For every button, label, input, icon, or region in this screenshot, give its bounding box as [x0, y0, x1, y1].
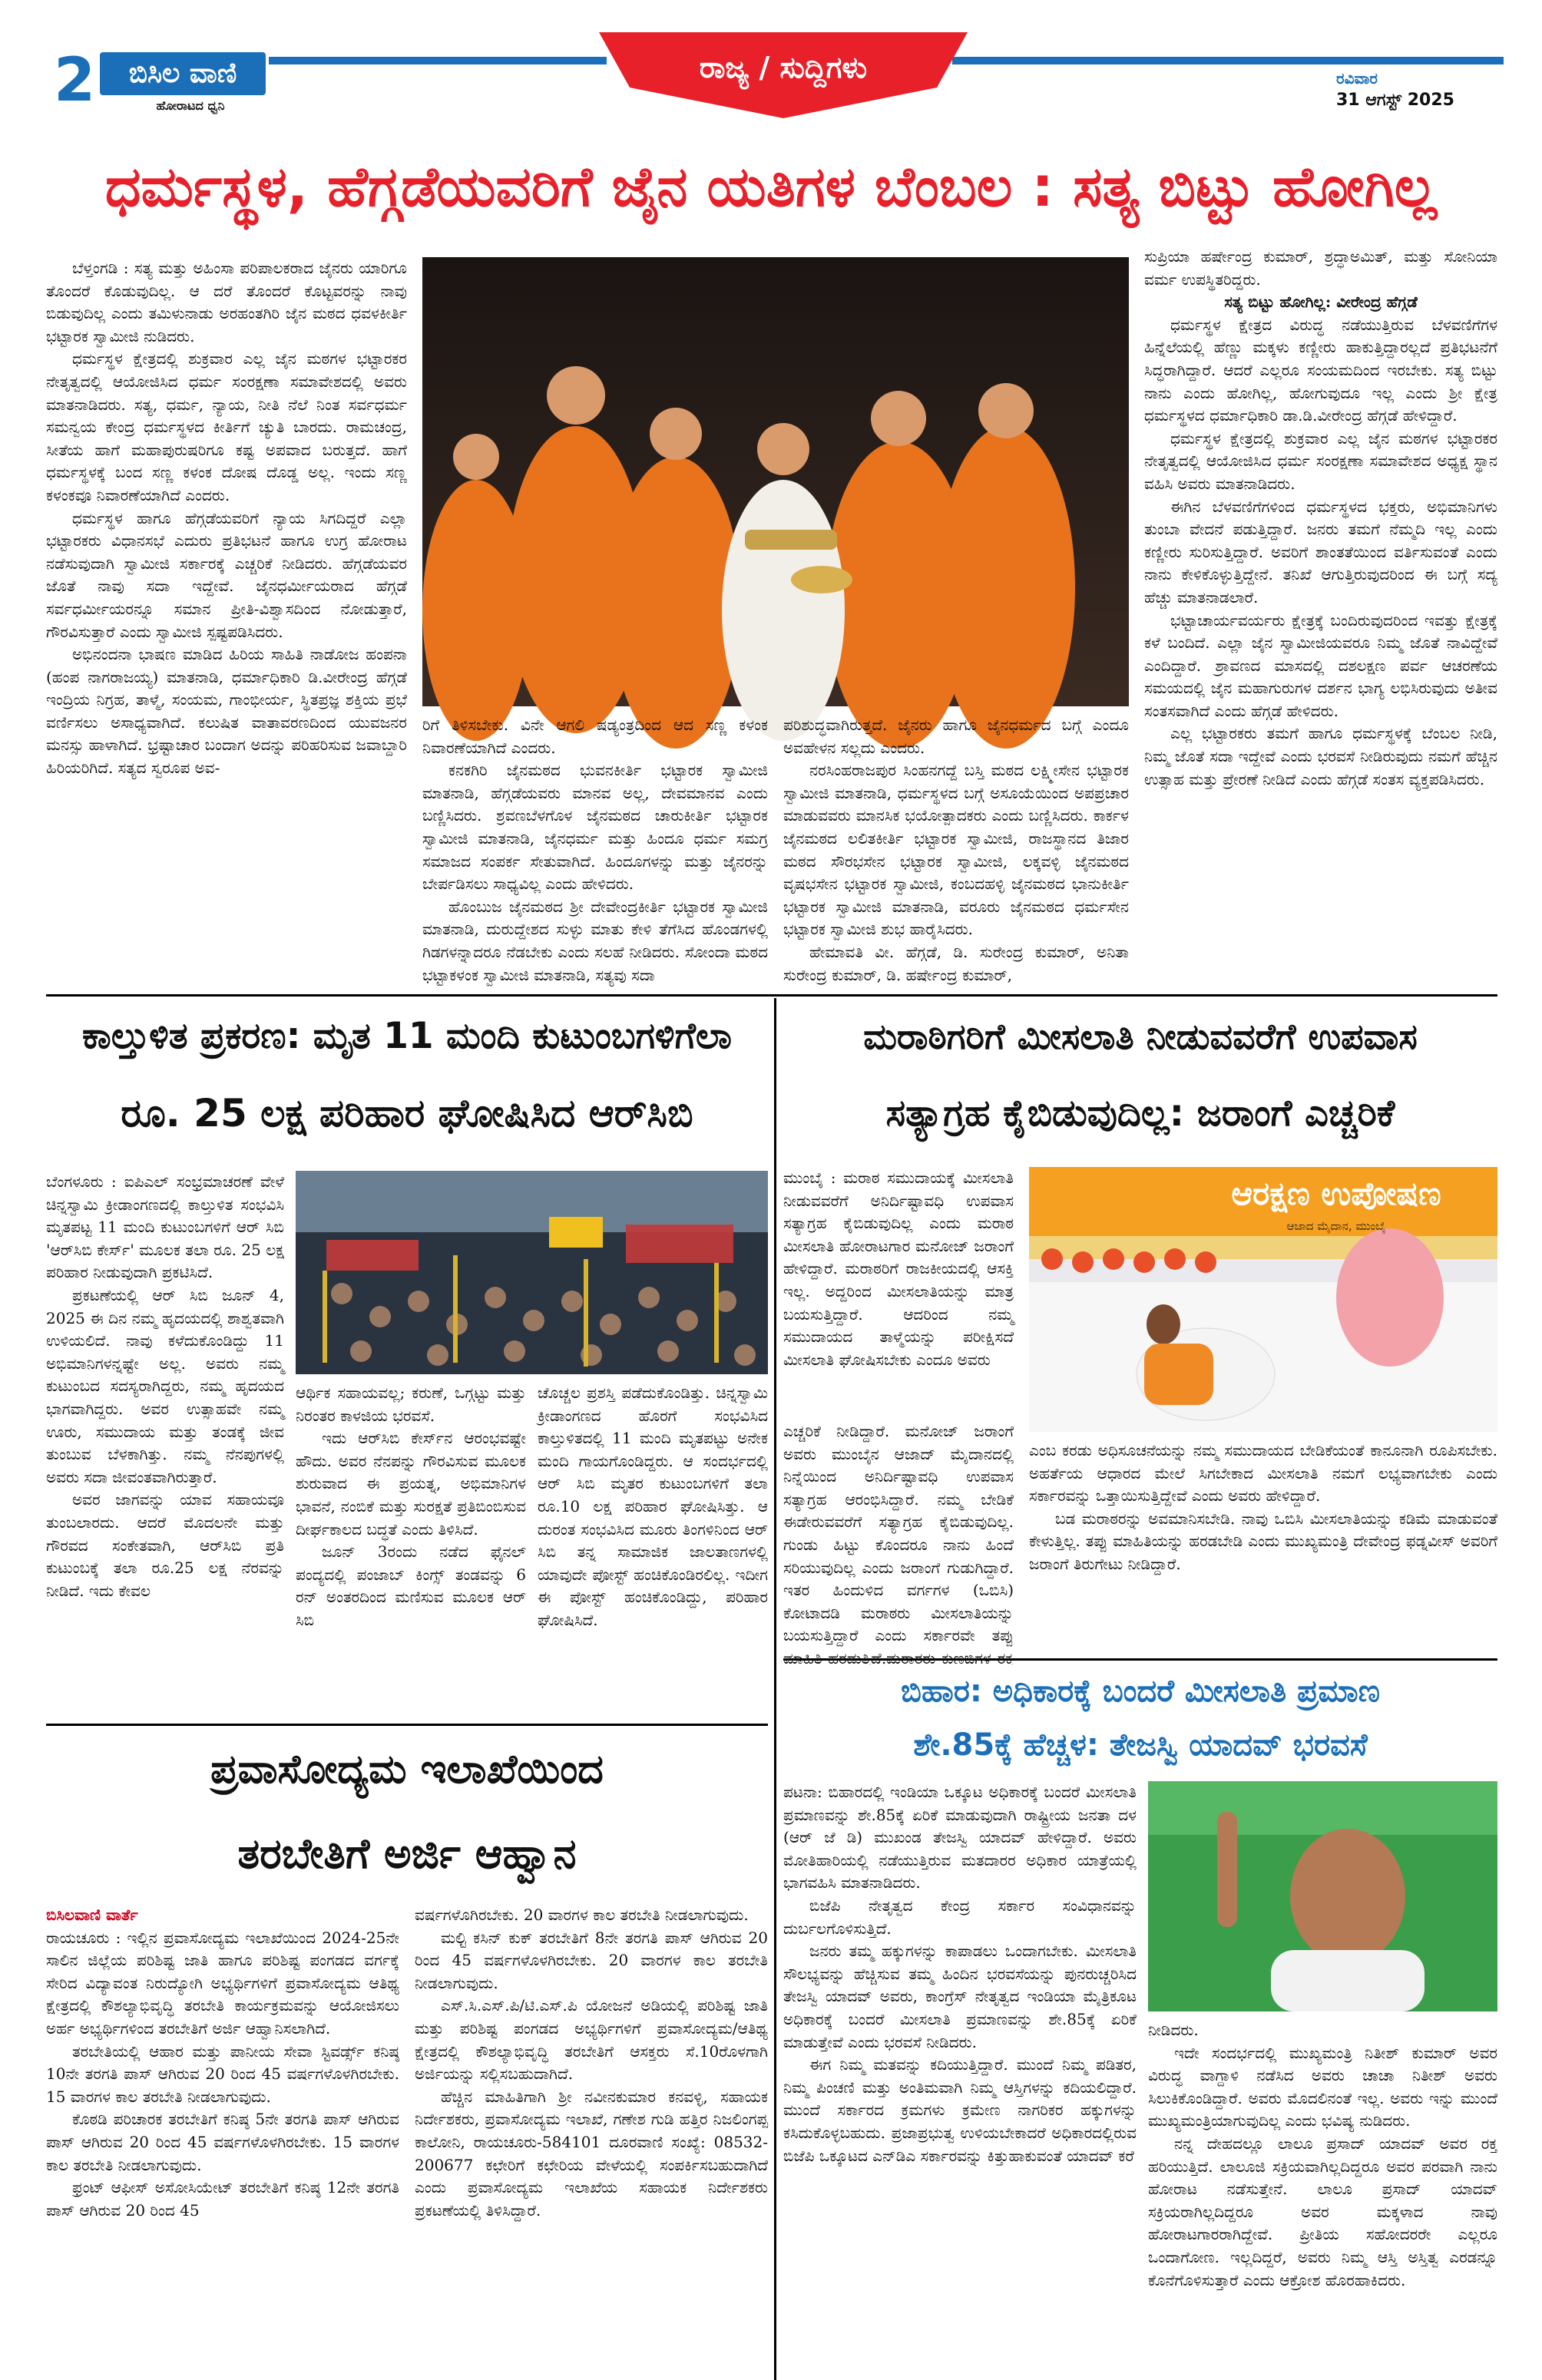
paragraph: ಧರ್ಮಸ್ಥಳ ಕ್ಷೇತ್ರದಲ್ಲಿ ಶುಕ್ರವಾರ ಎಲ್ಲ ಜೈನ ಮಠಗಳ ಭಟ್ಟಾರಕರ ನೇತೃತ್ವದಲ್ಲಿ ಆಯೋಜಿಸಿದ ಧರ್ಮ ಸಂರಕ್ಷಣಾ ಸಮಾವೇಶದ ಅಧ್ಯಕ್ಷ ಸ್ಥಾನ ವಹಿಸಿ ಅವರು ಮಾತನಾಡಿದರು. — [1144, 428, 1497, 493]
byline — [46, 1904, 399, 1927]
paragraph: ನರಸಿಂಹರಾಜಪುರ ಸಿಂಹನಗದ್ದೆ ಬಸ್ತಿ ಮಠದ ಲಕ್ಷ್ಮೀಸೇನ ಭಟ್ಟಾರಕ ಸ್ವಾಮೀಜಿ ಮಾತನಾಡಿ, ಧರ್ಮಸ್ಥಳದ ಬಗ್ಗೆ ಅಸೂಯೆಯಿಂದ ಅಪಪ್ರಚಾರ ಮಾಡುವವರು ಮಾನಸಿಕ ಭಯೋತ್ಪಾದಕರು ಎಂದು ಬಣ್ಣಿಸಿದರು. ಕಾರ್ಕಳ ಜೈನಮಠದ ಲಲಿತಕೀರ್ತಿ ಭಟ್ಟಾರಕ ಸ್ವಾಮೀಜಿ, ರಾಜಸ್ಥಾನದ ತಿಜಾರ ಮಠದ ಸೌರಭಸೇನ ಭಟ್ಟಾರಕ ಸ್ವಾಮೀಜಿ, ಲಕ್ಕವಳ್ಳಿ ಜೈನಮಠದ ವೃಷಭಸೇನ ಭಟ್ಟಾರಕ ಸ್ವಾಮೀಜಿ, ಕಂಬದಹಳ್ಳಿ ಜೈನಮಠದ ಭಾನುಕೀರ್ತಿ ಭಟ್ಟಾರಕ ಸ್ವಾಮೀಜಿ ಮಾತನಾಡಿ, ವರೂರು ಜೈನಮಠದ ಧರ್ಮಸೇನ ಭಟ್ಟಾರಕ ಸ್ವಾಮೀಜಿ ಶುಭ ಹಾರೈಸಿದರು. — [783, 761, 1129, 939]
story2-column-1 — [46, 1171, 284, 1716]
paragraph: ವರ್ಷಗಳೊಗಿರಬೇಕು. 20 ವಾರಗಳ ಕಾಲ ತರಬೇತಿ ನೀಡಲಾಗುವುದು. — [415, 1906, 749, 1924]
page-number: 2 — [54, 46, 96, 115]
paragraph: ಎಸ್.ಸಿ.ಎಸ್.ಪಿ/ಟಿ.ಎಸ್.ಪಿ ಯೋಜನೆ ಅಡಿಯಲ್ಲಿ ಪರಿಶಿಷ್ಟ ಜಾತಿ ಮತ್ತು ಪರಿಶಿಷ್ಟ ಪಂಗಡದ ಅಭ್ಯರ್ಥಿಗಳಿಗೆ ಪ್ರವಾಸೋದ್ಯಮ/ಆತಿಥ್ಯ ಕ್ಷೇತ್ರದಲ್ಲಿ ಕೌಶಲ್ಯಾಭಿವೃದ್ಧಿ ತರಬೇತಿಗೆ ಆಸಕ್ತರು ಸೆ.10ರೊಳಗಾಗಿ ಅರ್ಜಿಯನ್ನು ಸಲ್ಲಿಸಬಹುದಾಗಿದೆ. — [415, 1996, 768, 2084]
paragraph: ಎಲ್ಲ ಭಟ್ಟಾರಕರು ತಮಗೆ ಹಾಗೂ ಧರ್ಮಸ್ಥಳಕ್ಕೆ ಬೆಂಬಲ ನೀಡಿ, ನಿಮ್ಮ ಜೊತೆ ಸದಾ ಇದ್ದೇವೆ ಎಂದು ಭರವಸೆ ನೀಡಿರುವುದು ನಮಗೆ ಹೆಚ್ಚಿನ ಉತ್ಸಾಹ ಮತ್ತು ಪ್ರೇರಣೆ ನೀಡಿದೆ ಎಂದು ಹೆಗ್ಗಡೆ ಸಂತಸ ವ್ಯಕ್ತಪಡಿಸಿದರು. — [1144, 724, 1497, 788]
section-title: ರಾಜ್ಯ / ಸುದ್ದಿಗಳು — [699, 51, 868, 84]
paragraph: ಈಗಿನ ಬೆಳವಣಿಗೆಗಳಿಂದ ಧರ್ಮಸ್ಥಳದ ಭಕ್ತರು, ಅಭಿಮಾನಿಗಳು ತುಂಬಾ ವೇದನೆ ಪಡುತ್ತಿದ್ದಾರೆ. ಜನರು ತಮಗೆ ನೆಮ್ಮದಿ ಇಲ್ಲ ಎಂದು ಕಣ್ಣೀರು ಸುರಿಸುತ್ತಿದ್ದಾರೆ. ಅವರಿಗೆ ಶಾಂತತೆಯಿಂದ ವರ್ತಿಸುವಂತೆ ಎಂದು ನಾನು ಕೇಳಿಕೊಳ್ಳುತ್ತಿದ್ದೇನೆ. ತನಿಖೆ ಆಗುತ್ತಿರುವುದರಿಂದ ಈ ಬಗ್ಗೆ ಸದ್ಯ ಹೆಚ್ಚು ಮಾತನಾಡಲಾರೆ. — [1144, 497, 1497, 607]
paragraph: ಮುಂಬೈ : ಮರಾಠ ಸಮುದಾಯಕ್ಕೆ ಮೀಸಲಾತಿ ನೀಡುವವರೆಗೆ ಅನಿರ್ದಿಷ್ಟಾವಧಿ ಉಪವಾಸ ಸತ್ಯಾಗ್ರಹ ಕೈಬಿಡುವುದಿಲ್ಲ ಎಂದು ಮರಾಠ ಮೀಸಲಾತಿ ಹೋರಾಟಗಾರ ಮನೋಜ್ ಜರಾಂಗೆ ಹೇಳಿದ್ದಾರೆ. ಮರಾಠರಿಗೆ ರಾಜಕೀಯದಲ್ಲಿ ಆಸಕ್ತಿ ಇಲ್ಲ. ಅದ್ದರಿಂದ ಮೀಸಲಾತಿಯನ್ನು ಮಾತ್ರ ಬಯಸುತ್ತಿದ್ದಾರೆ. ಆದರಿಂದ ನಮ್ಮ ಸಮುದಾಯದ ತಾಳ್ಮೆಯನ್ನು ಪರೀಕ್ಷಿಸದೆ ಮೀಸಲಾತಿ ಘೋಷಿಸಬೇಕು ಎಂದೂ ಅವರು — [783, 1169, 1014, 1369]
story4-headline-line2: ಶೇ.85ಕ್ಕೆ ಹೆಚ್ಚಳ: ತೇಜಸ್ವಿ ಯಾದವ್ ಭರವಸೆ — [913, 1727, 1368, 1763]
story3-column-1 — [783, 1167, 1014, 1420]
paragraph: ಇದೇ ಸಂದರ್ಭದಲ್ಲಿ ಮುಖ್ಯಮಂತ್ರಿ ನಿತೀಶ್ ಕುಮಾರ್ ಅವರ ವಿರುದ್ಧ ವಾಗ್ದಾಳಿ ನಡೆಸಿದ ಅವರು ಚಾಚಾ ನಿತೀಶ್ ಅವರು ಸಿಲುಕಿಕೊಂಡಿದ್ದಾರೆ. ಅವರು ಮೊದಲಿನಂತೆ ಇಲ್ಲ. ಅವರು ಇನ್ನು ಮುಂದೆ ಮುಖ್ಯಮಂತ್ರಿಯಾಗುವುದಿಲ್ಲ ಎಂದು ಭವಿಷ್ಯ ನುಡಿದರು. — [1148, 2043, 1497, 2130]
story2-crowd-photo — [296, 1171, 768, 1374]
paper-name-box — [100, 52, 266, 95]
paragraph: ನೀಡಿದರು. — [1148, 2021, 1199, 2039]
story1-column-1 — [46, 257, 407, 987]
paragraph: ಧರ್ಮಸ್ಥಳ ಹಾಗೂ ಹೆಗ್ಗಡೆಯವರಿಗೆ ನ್ಯಾಯ ಸಿಗದಿದ್ದರೆ ಎಲ್ಲಾ ಭಟ್ಟಾರಕರು ವಿಧಾನಸಭೆ ಎದುರು ಪ್ರತಿಭಟನೆ ಹಾಗೂ ಉಗ್ರ ಹೋರಾಟ ನಡೆಸುವುದಾಗಿ ಸ್ವಾಮೀಜಿ ಸರ್ಕಾರಕ್ಕೆ ಎಚ್ಚರಿಕೆ ನೀಡಿದರು. ಹೆಗ್ಗಡೆಯವರ ಜೊತೆ ನಾವು ಸದಾ ಇದ್ದೇವೆ. ಜೈನಧರ್ಮೀಯರಾದ ಹೆಗ್ಗಡೆ ಸರ್ವಧರ್ಮೀಯರನ್ನೂ ಸಮಾನ ಪ್ರೀತಿ-ವಿಶ್ವಾಸದಿಂದ ನೋಡುತ್ತಾರೆ, ಗೌರವಿಸುತ್ತಾರೆ ಎಂದು ಸ್ವಾಮೀಜಿ ಸ್ಪಷ್ಟಪಡಿಸಿದರು. — [46, 508, 407, 641]
paragraph: ಸುಪ್ರಿಯಾ ಹರ್ಷೇಂದ್ರ ಕುಮಾರ್, ಶ್ರದ್ಧಾಅಮಿತ್, ಮತ್ತು ಸೋನಿಯಾ ವರ್ಮ ಉಪಸ್ಥಿತರಿದ್ದರು. — [1144, 247, 1497, 289]
story3-full-width-text — [783, 1420, 1014, 1651]
masthead — [0, 0, 1542, 123]
paper-name: ಬಿಸಿಲ ವಾಣಿ — [128, 58, 237, 89]
paragraph: ಜೂನ್ 3ರಂದು ನಡೆದ ಫೈನಲ್ ಪಂದ್ಯದಲ್ಲಿ ಪಂಜಾಬ್ ಕಿಂಗ್ಸ್ ತಂಡವನ್ನು 6 ರನ್ ಅಂತರದಿಂದ ಮಣಿಸುವ ಮೂಲಕ ಆರ್ ಸಿಬಿ — [296, 1542, 526, 1629]
paragraph: ಈಗ ನಿಮ್ಮ ಮತವನ್ನು ಕದಿಯುತ್ತಿದ್ದಾರೆ. ಮುಂದೆ ನಿಮ್ಮ ಪಡಿತರ, ನಿಮ್ಮ ಪಿಂಚಣಿ ಮತ್ತು ಅಂತಿಮವಾಗಿ ನಿಮ್ಮ ಆಸ್ತಿಗಳನ್ನು ಕದಿಯಲಿದ್ದಾರೆ. ಮುಂದೆ ಸರ್ಕಾರದ ಕ್ರಮಗಳು ಕ್ರಮೇಣ ನಾಗರಿಕರ ಹಕ್ಕುಗಳನ್ನು ಕಸಿದುಕೊಳ್ಳಬಹುದು. ಪ್ರಜಾಪ್ರಭುತ್ವ ಉಳಿಯಬೇಕಾದರೆ ಅಧಿಕಾರದಲ್ಲಿರುವ ಬಿಜೆಪಿ ಒಕ್ಕೂಟದ ಎನ್‌ಡಿಎ ಸರ್ಕಾರವನ್ನು ಕಿತ್ತುಹಾಕುವಂತೆ ಯಾದವ್ ಕರೆ — [783, 2055, 1137, 2165]
issue-date: 31 ಆಗಸ್ಟ್ 2025 — [1336, 91, 1454, 110]
issue-day: ರವಿವಾರ — [1336, 69, 1378, 88]
masthead-right-line — [952, 57, 1504, 64]
story2-column-3 — [538, 1382, 768, 1716]
story1-column-2 — [422, 714, 768, 987]
divider-horizontal — [783, 1658, 1497, 1661]
byline-text: ಬಿಸಿಲವಾಣಿ ವಾರ್ತೆ — [46, 1906, 138, 1924]
story3-headline-line2: ಸತ್ಯಾಗ್ರಹ ಕೈಬಿಡುವುದಿಲ್ಲ: ಜರಾಂಗೆ ಎಚ್ಚರಿಕೆ — [885, 1092, 1395, 1135]
story1-column-3 — [783, 714, 1129, 987]
paragraph: ಬೆಂಗಳೂರು : ಐಪಿಎಲ್ ಸಂಭ್ರಮಾಚರಣೆ ವೇಳೆ ಚಿನ್ನಸ್ವಾಮಿ ಕ್ರೀಡಾಂಗಣದಲ್ಲಿ ಕಾಲ್ತುಳಿತ ಸಂಭವಿಸಿ ಮೃತಪಟ್ಟ 11 ಮಂದಿ ಕುಟುಂಬಗಳಿಗೆ ಆರ್ ಸಿಬಿ 'ಆರ್‌ಸಿಬಿ ಕೇರ್ಸ್' ಮೂಲಕ ತಲಾ ರೂ. 25 ಲಕ್ಷ ಪರಿಹಾರ ನೀಡುವುದಾಗಿ ಪ್ರಕಟಿಸಿದೆ. — [46, 1172, 284, 1282]
paragraph: ತರಬೇತಿಯಲ್ಲಿ ಆಹಾರ ಮತ್ತು ಪಾನೀಯ ಸೇವಾ ಸ್ಟಿವರ್ಡ್ಸ್ ಕನಿಷ್ಠ 10ನೇ ತರಗತಿ ಪಾಸ್ ಆಗಿರುವ 20 ರಿಂದ 45 ವರ್ಷಗಳೊಳಗಿರಬೇಕು. 15 ವಾರಗಳ ಕಾಲ ತರಬೇತಿ ನೀಡಲಾಗುವುದು. — [46, 2041, 399, 2106]
paragraph: ಹೊಂಬುಜ ಜೈನಮಠದ ಶ್ರೀ ದೇವೇಂದ್ರಕೀರ್ತಿ ಭಟ್ಟಾರಕ ಸ್ವಾಮೀಜಿ ಮಾತನಾಡಿ, ದುರುದ್ದೇಶದ ಸುಳ್ಳು ಮಾತು ಕೇಳಿ ತೆಗೆಸಿದ ಹೊಂಡಗಳಲ್ಲಿ ಗಿಡಗಳನ್ನಾದರೂ ನೆಡಬೇಕು ಎಂದು ಸಲಹೆ ನೀಡಿದರು. ಸೋಂದಾ ಮಠದ ಭಟ್ಟಾಕಳಂಕ ಸ್ವಾಮೀಜಿ ಮಾತನಾಡಿ, ಸತ್ಯವು ಸದಾ — [422, 897, 768, 984]
story4-headline-box — [783, 1664, 1497, 1772]
divider-vertical — [774, 998, 776, 2380]
story3-column-2 — [1029, 1440, 1497, 1651]
paper-tagline: ಹೋರಾಟದ ಧ್ವನಿ — [156, 98, 225, 113]
paragraph: ಚೊಚ್ಚಲ ಪ್ರಶಸ್ತಿ ಪಡೆದುಕೊಂಡಿತ್ತು. ಚಿನ್ನಸ್ವಾಮಿ ಕ್ರೀಡಾಂಗಣದ ಹೊರಗೆ ಸಂಭವಿಸಿದ ಕಾಲ್ತುಳಿತದಲ್ಲಿ 11 ಮಂದಿ ಮೃತಪಟ್ಟು ಅನೇಕ ಮಂದಿ ಗಾಯಗೊಂಡಿದ್ದರು. ಆ ಸಂದರ್ಭದಲ್ಲಿ ಆರ್ ಸಿಬಿ ಮೃತರ ಕುಟುಂಬಗಳಿಗೆ ತಲಾ ರೂ.10 ಲಕ್ಷ ಪರಿಹಾರ ಘೋಷಿಸಿತ್ತು. ಆ ದುರಂತ ಸಂಭವಿಸಿದ ಮೂರು ತಿಂಗಳಿನಿಂದ ಆರ್ ಸಿಬಿ ತನ್ನ ಸಾಮಾಜಿಕ ಜಾಲತಾಣಗಳಲ್ಲಿ ಯಾವುದೇ ಪೋಸ್ಟ್ ಹಂಚಿಕೊಂಡಿರಲಿಲ್ಲ. ಇದೀಗ ಈ ಪೋಸ್ಟ್ ಹಂಚಿಕೊಂಡಿದ್ದು, ಪರಿಹಾರ ಘೋಷಿಸಿದೆ. — [538, 1383, 768, 1629]
paragraph: ಬೆಳ್ತಂಗಡಿ : ಸತ್ಯ ಮತ್ತು ಅಹಿಂಸಾ ಪರಿಪಾಲಕರಾದ ಜೈನರು ಯಾರಿಗೂ ತೊಂದರೆ ಕೊಡುವುದಿಲ್ಲ. ಆ ದರೆ ತೊಂದರೆ ಕೊಟ್ಟವರನ್ನು ನಾವು ಬಿಡುವುದಿಲ್ಲ ಎಂದು ತಮಿಳುನಾಡು ಅರಹಂತಗಿರಿ ಜೈನ ಮಠದ ಧವಳಕೀರ್ತಿ ಭಟ್ಟಾರಕ ಸ್ವಾಮೀಜಿ ನುಡಿದರು. — [46, 259, 407, 345]
subheading: ಸತ್ಯ ಬಿಟ್ಟು ಹೋಗಿಲ್ಲ: ವೀರೇಂದ್ರ ಹೆಗ್ಗಡೆ — [1224, 293, 1418, 312]
story1-photo — [422, 257, 1129, 706]
story5-column-2 — [415, 1904, 768, 2372]
story5-column-1 — [46, 1904, 399, 2372]
paragraph: ಹೆಚ್ಚಿನ ಮಾಹಿತಿಗಾಗಿ ಶ್ರೀ ನವೀನಕುಮಾರ ಕನವಳ್ಳಿ, ಸಹಾಯಕ ನಿರ್ದೇಶಕರು, ಪ್ರವಾಸೋದ್ಯಮ ಇಲಾಖೆ, ಗಣೇಶ ಗುಡಿ ಹತ್ತಿರ ನಿಜಲಿಂಗಪ್ಪ ಕಾಲೋನಿ, ರಾಯಚೂರು-584101 ದೂರವಾಣಿ ಸಂಖ್ಯೆ: 08532-200677 ಕಛೇರಿಗೆ ಕಛೇರಿಯ ವೇಳೆಯಲ್ಲಿ ಸಂಪರ್ಕಿಸಬಹುದಾಗಿದೆ ಎಂದು ಪ್ರವಾಸೋದ್ಯಮ ಇಲಾಖೆಯ ಸಹಾಯಕ ನಿರ್ದೇಶಕರು ಪ್ರಕಟಣೆಯಲ್ಲಿ ತಿಳಿಸಿದ್ದಾರೆ. — [415, 2087, 768, 2220]
story1-headline: ಧರ್ಮಸ್ಥಳ, ಹೆಗ್ಗಡೆಯವರಿಗೆ ಜೈನ ಯತಿಗಳ ಬೆಂಬಲ : ಸತ್ಯ ಬಿಟ್ಟು ಹೋಗಿಲ್ಲ — [104, 154, 1438, 219]
paragraph: ಕನಕಗಿರಿ ಜೈನಮಠದ ಭುವನಕೀರ್ತಿ ಭಟ್ಟಾರಕ ಸ್ವಾಮೀಜಿ ಮಾತನಾಡಿ, ಹೆಗ್ಗಡೆಯವರು ಮಾನವ ಅಲ್ಲ, ದೇವಮಾನವ ಎಂದು ಬಣ್ಣಿಸಿದರು. ಶ್ರವಣಬೆಳಗೊಳ ಜೈನಮಠದ ಚಾರುಕೀರ್ತಿ ಭಟ್ಟಾರಕ ಸ್ವಾಮೀಜಿ ಮಾತನಾಡಿ, ಜೈನಧರ್ಮ ಮತ್ತು ಹಿಂದೂ ಧರ್ಮ ಸಮಗ್ರ ಸಮಾಜದ ಸಂಪರ್ಕ ಸೇತುವಾಗಿದೆ. ಹಿಂದೂಗಳನ್ನು ಮತ್ತು ಜೈನರನ್ನು ಬೇರ್ಪಡಿಸಲು ಸಾಧ್ಯವಿಲ್ಲ ಎಂದು ಹೇಳಿದರು. — [422, 761, 768, 894]
paragraph: ಜನರು ತಮ್ಮ ಹಕ್ಕುಗಳನ್ನು ಕಾಪಾಡಲು ಒಂದಾಗಬೇಕು. ಮೀಸಲಾತಿ ಸೌಲಭ್ಯವನ್ನು ಹೆಚ್ಚಿಸುವ ತಮ್ಮ ಹಿಂದಿನ ಭರವಸೆಯನ್ನು ಪುನರುಚ್ಚರಿಸಿದ ತೇಜಸ್ವಿ ಯಾದವ್ ಅವರು, ಕಾಂಗ್ರೆಸ್ ನೇತೃತ್ವದ ಇಂಡಿಯಾ ಮೈತ್ರಿಕೂಟ ಅಧಿಕಾರಕ್ಕೆ ಬಂದರೆ ಮೀಸಲಾತಿ ಪ್ರಮಾಣವನ್ನು ಶೇ.85ಕ್ಕೆ ಏರಿಕೆ ಮಾಡುತ್ತೇವೆ ಎಂದು ಭರವಸೆ ನೀಡಿದರು. — [783, 1942, 1137, 2051]
story2-headline-line2: ರೂ. 25 ಲಕ್ಷ ಪರಿಹಾರ ಘೋಷಿಸಿದ ಆರ್‌ಸಿಬಿ — [121, 1091, 693, 1135]
paragraph: ಕೊಠಡಿ ಪರಿಚಾರಕ ತರಬೇತಿಗೆ ಕನಿಷ್ಠ 5ನೇ ತರಗತಿ ಪಾಸ್ ಆಗಿರುವ ಪಾಸ್ ಆಗಿರುವ 20 ರಿಂದ 45 ವರ್ಷಗಳೊಳಗಿರಬೇಕು. 15 ವಾರಗಳ ಕಾಲ ತರಬೇತಿ ನೀಡಲಾಗುವುದು. — [46, 2110, 399, 2174]
story4-photo — [1148, 1781, 1497, 2011]
story2-column-2 — [296, 1382, 526, 1716]
paragraph: ಬಿಜೆಪಿ ನೇತೃತ್ವದ ಕೇಂದ್ರ ಸರ್ಕಾರ ಸಂವಿಧಾನವನ್ನು ದುರ್ಬಲಗೊಳಿಸುತ್ತಿದೆ. — [783, 1896, 1137, 1938]
paragraph: ಪರಿಶುದ್ಧವಾಗಿರುತ್ತದೆ. ಜೈನರು ಹಾಗೂ ಜೈನಧರ್ಮದ ಬಗ್ಗೆ ಎಂದೂ ಅವಹೇಳನ ಸಲ್ಲದು ಎಂದರು. — [783, 716, 1129, 757]
story4-column-2 — [1148, 2019, 1497, 2372]
paragraph: ನನ್ನ ದೇಹದಲ್ಲೂ ಲಾಲೂ ಪ್ರಸಾದ್ ಯಾದವ್ ಅವರ ರಕ್ತ ಹರಿಯುತ್ತಿದೆ. ಲಾಲೂಜಿ ಸಕ್ರಿಯವಾಗಿಲ್ಲದಿದ್ದರೂ ಅವರ ಪರವಾಗಿ ನಾನು ಹೋರಾಟ ನಡೆಸುತ್ತೇನೆ. ಲಾಲೂ ಪ್ರಸಾದ್ ಯಾದವ್ ಸಕ್ರಿಯರಾಗಿಲ್ಲದಿದ್ದರೂ ಅವರ ಮಕ್ಕಳಾದ ನಾವು ಹೋರಾಟಗಾರರಾಗಿದ್ದೇವೆ. ಪ್ರೀತಿಯ ಸಹೋದರರೇ ಎಲ್ಲರೂ ಒಂದಾಗೋಣ. ಇಲ್ಲದಿದ್ದರೆ, ಅವರು ನಿಮ್ಮ ಆಸ್ತಿ ಅಸ್ತಿತ್ವ ಎರಡನ್ನೂ ಕೊನೆಗೊಳಿಸುತ್ತಾರೆ ಎಂದು ಆಕ್ರೋಶ ಹೊರಹಾಕಿದರು. — [1148, 2134, 1497, 2289]
paragraph: ಎಂಬ ಕರಡು ಅಧಿಸೂಚನೆಯನ್ನು ನಮ್ಮ ಸಮುದಾಯದ ಬೇಡಿಕೆಯಂತೆ ಕಾನೂನಾಗಿ ರೂಪಿಸಬೇಕು. ಅಹರ್ತೆಯ ಆಧಾರದ ಮೇಲೆ ಸಿಗಬೇಕಾದ ಮೀಸಲಾತಿ ನಮಗೆ ಲಭ್ಯವಾಗಬೇಕು ಎಂದು ಸರ್ಕಾರವನ್ನು ಒತ್ತಾಯಿಸುತ್ತಿದ್ದೇವೆ ಎಂದು ಅವರು ಹೇಳಿದ್ದಾರೆ. — [1029, 1441, 1497, 1506]
story4-headline-line1: ಬಿಹಾರ: ಅಧಿಕಾರಕ್ಕೆ ಬಂದರೆ ಮೀಸಲಾತಿ ಪ್ರಮಾಣ — [900, 1674, 1381, 1709]
paragraph: ಹೇಮಾವತಿ ವೀ. ಹೆಗ್ಗಡೆ, ಡಿ. ಸುರೇಂದ್ರ ಕುಮಾರ್, ಅನಿತಾ ಸುರೇಂದ್ರ ಕುಮಾರ್, ಡಿ. ಹರ್ಷೇಂದ್ರ ಕುಮಾರ್, — [783, 942, 1129, 984]
paragraph: ಬಡ ಮರಾಠರನ್ನು ಅವಮಾನಿಸಬೇಡಿ. ನಾವು ಒಬಿಸಿ ಮೀಸಲಾತಿಯನ್ನು ಕಡಿಮೆ ಮಾಡುವಂತೆ ಕೇಳುತ್ತಿಲ್ಲ. ತಪ್ಪು ಮಾಹಿತಿಯನ್ನು ಹರಡಬೇಡಿ ಎಂದು ಮುಖ್ಯಮಂತ್ರಿ ದೇವೇಂದ್ರ ಫಡ್ನವೀಸ್ ಅವರಿಗೆ ಜರಾಂಗೆ ತಿರುಗೇಟು ನೀಡಿದ್ದಾರೆ. — [1029, 1509, 1497, 1573]
story3-photo-banner-sub: ಆಜಾದ ಮೈದಾನ, ಮುಂಬೈ — [1286, 1219, 1386, 1233]
story1-column-4 — [1144, 246, 1497, 987]
paragraph: ಆರ್ಥಿಕ ಸಹಾಯವಲ್ಲ; ಕರುಣೆ, ಒಗ್ಗಟ್ಟು ಮತ್ತು ನಿರಂತರ ಕಾಳಜಿಯ ಭರವಸೆ. — [296, 1383, 526, 1425]
story3-photo-banner: ಆರಕ್ಷಣ ಉಪೋಷಣ — [1231, 1175, 1441, 1212]
story5-headline-line1: ಪ್ರವಾಸೋದ್ಯಮ ಇಲಾಖೆಯಿಂದ — [210, 1747, 604, 1793]
story4-column-1 — [783, 1781, 1137, 2372]
paragraph: ಇದು ಆರ್‌ಸಿಬಿ ಕೇರ್ಸ್‌ನ ಆರಂಭವಷ್ಟೇ ಹೌದು. ಅವರ ನೆನಪನ್ನು ಗೌರವಿಸುವ ಮೂಲಕ ಶುರುವಾದ ಈ ಪ್ರಯತ್ನ, ಅಭಿಮಾನಿಗಳ ಭಾವನೆ, ನಂಬಿಕೆ ಮತ್ತು ಸುರಕ್ಷತೆ ಪ್ರತಿಬಿಂಬಿಸುವ ದೀರ್ಘಕಾಲದ ಬದ್ಧತೆ ಎಂದು ತಿಳಿಸಿದೆ. — [296, 1429, 526, 1539]
paragraph: ಭಟ್ಟಾಚಾರ್ಯವರ್ಯರು ಕ್ಷೇತ್ರಕ್ಕೆ ಬಂದಿರುವುದರಿಂದ ಇವತ್ತು ಕ್ಷೇತ್ರಕ್ಕೆ ಕಳೆ ಬಂದಿದೆ. ಎಲ್ಲಾ ಜೈನ ಸ್ವಾಮೀಜಿಯವರೂ ನಿಮ್ಮ ಜೊತೆ ನಾವಿದ್ದೇವೆ ಎಂದಿದ್ದಾರೆ. ಶ್ರಾವಣದ ಮಾಸದಲ್ಲಿ ದಶಲಕ್ಷಣ ಪರ್ವ ಆಚರಣೆಯ ಸಮಯದಲ್ಲಿ ಜೈನ ಮಹಾಗುರುಗಳ ದರ್ಶನ ಭಾಗ್ಯ ಲಭಿಸಿರುವುದು ಅತೀವ ಸಂತಸವಾಗಿದೆ ಎಂದು ಹೆಗ್ಗಡೆ ಹೇಳಿದರು. — [1144, 610, 1497, 720]
paragraph: ಅಭಿನಂದನಾ ಭಾಷಣ ಮಾಡಿದ ಹಿರಿಯ ಸಾಹಿತಿ ನಾಡೋಜ ಹಂಪನಾ (ಹಂಪ ನಾಗರಾಜಯ್ಯ) ಮಾತನಾಡಿ, ಧರ್ಮಾಧಿಕಾರಿ ಡಿ.ವೀರೇಂದ್ರ ಹೆಗ್ಗಡೆ ಇಂದ್ರಿಯ ನಿಗ್ರಹ, ತಾಳ್ಮೆ, ಸಂಯಮ, ಗಾಂಭೀರ್ಯ, ಸ್ಥಿತಪ್ರಜ್ಞ ಶಕ್ತಿಯ ಪ್ರಭೆ ವರ್ಣಿಸಲು ಅಸಾಧ್ಯವಾಗಿದೆ. ಕಲುಷಿತ ವಾತಾವರಣದಿಂದ ಯುವಜನರ ಮನಸ್ಸು ಹಾಳಾಗಿದೆ. ಭ್ರಷ್ಟಾಚಾರ ಬಂದಾಗ ಅದನ್ನು ಪರಿಹರಿಸುವ ಜವಾಬ್ದಾರಿ ಹಿರಿಯರಿಗಿದೆ. ಸತ್ಯದ ಸ್ವರೂಪ ಅವ- — [46, 645, 407, 778]
paragraph: ಧರ್ಮಸ್ಥಳ ಕ್ಷೇತ್ರದಲ್ಲಿ ಶುಕ್ರವಾರ ಎಲ್ಲ ಜೈನ ಮಠಗಳ ಭಟ್ಟಾರಕರ ನೇತೃತ್ವದಲ್ಲಿ ಆಯೋಜಿಸಿದ ಧರ್ಮ ಸಂರಕ್ಷಣಾ ಸಮಾವೇಶದಲ್ಲಿ ಅವರು ಮಾತನಾಡಿದರು. ಸತ್ಯ, ಧರ್ಮ, ನ್ಯಾಯ, ನೀತಿ ನೆಲೆ ನಿಂತ ಸರ್ವಧರ್ಮ ಸಮನ್ವಯ ಕೇಂದ್ರ ಧರ್ಮಸ್ಥಳದ ಕೀರ್ತಿಗೆ ಚ್ಯುತಿ ಬಾರದು. ರಾಮಚಂದ್ರ, ಸೀತೆಯ ಹಾಗೆ ಮಹಾಪುರುಷರಿಗೂ ಕಷ್ಟ ಅಪವಾದ ಬರುತ್ತದೆ. ಹಾಗೆ ಧರ್ಮಸ್ಥಳಕ್ಕೆ ಬಂದ ಸಣ್ಣ ಕಳಂಕ ದೋಷ ದೊಡ್ಡ ಅಲ್ಲ. ಇಂದು ಸಣ್ಣ ಕಳಂಕವೂ ನಿವಾರಣೆಯಾಗಿದೆ ಎಂದರು. — [46, 349, 407, 504]
paragraph: ಫ್ರಂಟ್ ಆಫೀಸ್ ಅಸೋಸಿಯೇಟ್ ತರಬೇತಿಗೆ ಕನಿಷ್ಠ 12ನೇ ತರಗತಿ ಪಾಸ್ ಆಗಿರುವ 20 ರಿಂದ 45 — [46, 2178, 399, 2220]
story3-headline-line1: ಮರಾಠಿಗರಿಗೆ ಮೀಸಲಾತಿ ನೀಡುವವರೆಗೆ ಉಪವಾಸ — [863, 1016, 1418, 1057]
story2-headline-line1: ಕಾಲ್ತುಳಿತ ಪ್ರಕರಣ: ಮೃತ 11 ಮಂದಿ ಕುಟುಂಬಗಳಿಗೆಲಾ — [82, 1015, 732, 1057]
paragraph: ಎಚ್ಚರಿಕೆ ನೀಡಿದ್ದಾರೆ. ಮನೋಜ್ ಜರಾಂಗೆ ಅವರು ಮುಂಬೈನ ಆಜಾದ್ ಮೈದಾನದಲ್ಲಿ ನಿನ್ನೆಯಿಂದ ಅನಿರ್ದಿಷ್ಟಾವಧಿ ಉಪವಾಸ ಸತ್ಯಾಗ್ರಹ ಆರಂಭಿಸಿದ್ದಾರೆ. ನಮ್ಮ ಬೇಡಿಕೆ ಈಡೇರುವವರೆಗೆ ಸತ್ಯಾಗ್ರಹ ಕೈಬಿಡುವುದಿಲ್ಲ. ಗುಂಡು ಹಿಟ್ಟು ಕೊಂದರೂ ನಾನು ಹಿಂದೆ ಸರಿಯುವುದಿಲ್ಲ ಎಂದು ಜರಾಂಗೆ ಗುಡುಗಿದ್ದಾರೆ. ಇತರ ಹಿಂದುಳಿದ ವರ್ಗಗಳ (ಒಬಿಸಿ) ಕೋಟಾದಡಿ ಮರಾಠರು ಮೀಸಲಾತಿಯನ್ನು ಬಯಸುತ್ತಿದ್ದಾರೆ ಎಂದು ಸರ್ಕಾರವೇ ತಪ್ಪು — [783, 1422, 1014, 1645]
paragraph: ಅವರ ಜಾಗವನ್ನು ಯಾವ ಸಹಾಯವೂ ತುಂಬಲಾರದು. ಆದರೆ ಮೊದಲನೇ ಮತ್ತು ಗೌರವದ ಸಂಕೇತವಾಗಿ, ಆರ್‌ಸಿಬಿ ಪ್ರತಿ ಕುಟುಂಬಕ್ಕೆ ತಲಾ ರೂ.25 ಲಕ್ಷ ನೆರವನ್ನು ನೀಡಿದೆ. ಇದು ಕೇವಲ — [46, 1490, 284, 1600]
paragraph: ರಿಗೆ ತಿಳಿಸಬೇಕು. ವಿನೇ ಆಗಲಿ ಷಡ್ಯಂತ್ರದಿಂದ ಆದ ಸಣ್ಣ ಕಳಂಕ ನಿವಾರಣೆಯಾಗಿದೆ ಎಂದರು. — [422, 716, 768, 757]
paragraph: ರಾಯಚೂರು : ಇಲ್ಲಿನ ಪ್ರವಾಸೋದ್ಯಮ ಇಲಾಖೆಯಿಂದ 2024-25ನೇ ಸಾಲಿನ ಜಿಲ್ಲೆಯ ಪರಿಶಿಷ್ಟ ಜಾತಿ ಹಾಗೂ ಪರಿಶಿಷ್ಟ ಪಂಗಡದ ವರ್ಗಕ್ಕೆ ಸೇರಿದ ವಿದ್ಯಾವಂತ ನಿರುದ್ಯೋಗಿ ಅಭ್ಯರ್ಥಿಗಳಿಗೆ ಪ್ರವಾಸೋದ್ಯಮ ಆತಿಥ್ಯ ಕ್ಷೇತ್ರದಲ್ಲಿ ಕೌಶಲ್ಯಾಭಿವೃದ್ಧಿ ತರಬೇತಿ ಕಾರ್ಯಕ್ರಮವನ್ನು ಆಯೋಜಿಸಲು ಅರ್ಹ ಅಭ್ಯರ್ಥಿಗಳಿಂದ ತರಬೇತಿಗೆ ಅರ್ಜಿ ಆಹ್ವಾನಿಸಲಾಗಿದೆ. — [46, 1928, 399, 2038]
divider-horizontal — [46, 994, 1497, 997]
paragraph: ಪಟನಾ: ಬಿಹಾರದಲ್ಲಿ ಇಂಡಿಯಾ ಒಕ್ಕೂಟ ಅಧಿಕಾರಕ್ಕೆ ಬಂದರೆ ಮೀಸಲಾತಿ ಪ್ರಮಾಣವನ್ನು ಶೇ.85ಕ್ಕೆ ಏರಿಕೆ ಮಾಡುವುದಾಗಿ ರಾಷ್ಟ್ರೀಯ ಜನತಾ ದಳ (ಆರ್ ಜೆ ಡಿ) ಮುಖಂಡ ತೇಜಸ್ವಿ ಯಾದವ್ ಹೇಳಿದ್ದಾರೆ. ಅವರು ಮೋತಿಹಾರಿಯಲ್ಲಿ ನಡೆಯುತ್ತಿರುವ ಮತದಾರರ ಅಧಿಕಾರ ಯಾತ್ರೆಯಲ್ಲಿ ಭಾಗವಹಿಸಿ ಮಾತನಾಡಿದರು. — [783, 1783, 1137, 1892]
divider-horizontal — [46, 1724, 768, 1726]
paragraph: ಮಲ್ಟಿ ಕಸಿನ್ ಕುಕ್ ತರಬೇತಿಗೆ 8ನೇ ತರಗತಿ ಪಾಸ್ ಆಗಿರುವ 20 ರಿಂದ 45 ವರ್ಷಗಳೊಳಗಿರಬೇಕು. 20 ವಾರಗಳ ಕಾಲ ತರಬೇತಿ ನೀಡಲಾಗುವುದು. — [415, 1928, 768, 1992]
paragraph: ಪ್ರಕಟಣೆಯಲ್ಲಿ ಆರ್ ಸಿಬಿ ಜೂನ್ 4, 2025 ಈ ದಿನ ನಮ್ಮ ಹೃದಯದಲ್ಲಿ ಶಾಶ್ವತವಾಗಿ ಉಳಿಯಲಿದೆ. ನಾವು ಕಳೆದುಕೊಂಡಿದ್ದು 11 ಅಭಿಮಾನಿಗಳನ್ನಷ್ಟೇ ಅಲ್ಲ. ಅವರು ನಮ್ಮ ಕುಟುಂಬದ ಸದಸ್ಯರಾಗಿದ್ದರು, ನಮ್ಮ ಹೃದಯದ ಭಾಗವಾಗಿದ್ದರು. ಅವರ ಉತ್ಸಾಹವೇ ನಮ್ಮ ಊರು, ಸಮುದಾಯ ಮತ್ತು ತಂಡಕ್ಕೆ ಜೀವ ತುಂಬುವ ಬೆಳಕಾಗಿತ್ತು. ನಮ್ಮ ನೆನಪುಗಳಲ್ಲಿ ಅವರು ಸದಾ ಜೀವಂತವಾಗಿರುತ್ತಾರೆ. — [46, 1285, 284, 1486]
masthead-left-line — [269, 57, 607, 64]
paragraph: ಧರ್ಮಸ್ಥಳ ಕ್ಷೇತ್ರದ ವಿರುದ್ಧ ನಡೆಯುತ್ತಿರುವ ಬೆಳವಣಿಗೆಗಳ ಹಿನ್ನೆಲೆಯಲ್ಲಿ ಹೆಣ್ಣು ಮಕ್ಕಳು ಕಣ್ಣೀರು ಹಾಕುತ್ತಿದ್ದಾರಲ್ಲದೆ ಪ್ರತಿಭಟನೆಗೆ ಸಿದ್ಧರಾಗಿದ್ದಾರೆ. ಆದರೆ ಎಲ್ಲರೂ ಸಂಯಮದಿಂದ ಇರಬೇಕು. ಸತ್ಯ ಬಿಟ್ಟು ನಾನು ಎಂದು ಹೋಗಿಲ್ಲ, ಹೋಗುವುದೂ ಇಲ್ಲ ಎಂದು ಶ್ರೀ ಕ್ಷೇತ್ರ ಧರ್ಮಸ್ಥಳದ ಧರ್ಮಾಧಿಕಾರಿ ಡಾ.ಡಿ.ವೀರೇಂದ್ರ ಹೆಗ್ಗಡೆ ಹೇಳಿದ್ದಾರೆ. — [1144, 315, 1497, 425]
story5-headline-line2: ತರಬೇತಿಗೆ ಅರ್ಜಿ ಆಹ್ವಾನ — [237, 1830, 577, 1878]
